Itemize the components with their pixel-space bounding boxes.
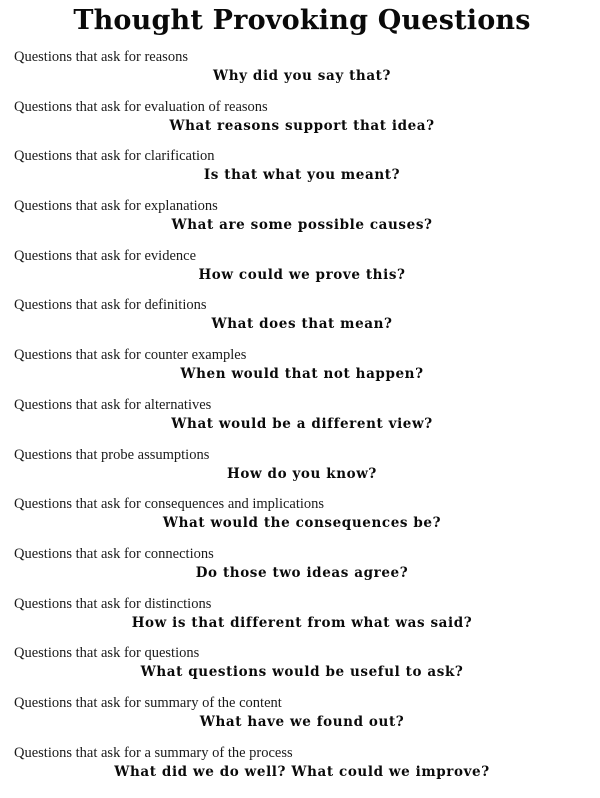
example-question: Do those two ideas agree?: [195, 564, 409, 581]
example-question: How do you know?: [227, 465, 377, 482]
list-item: [14, 595, 590, 645]
example-question: What would the consequences be?: [162, 515, 442, 532]
question-category: Questions that ask for distinctions: [14, 595, 212, 612]
list-item: [14, 247, 590, 297]
question-category: Questions that ask for connections: [14, 545, 214, 562]
example-question: Why did you say that?: [212, 68, 392, 84]
list-item: [14, 694, 590, 744]
question-category: Questions that probe assumptions: [14, 446, 210, 463]
list-item: [14, 446, 590, 496]
question-category: Questions that ask for evidence: [14, 247, 197, 264]
list-item: [14, 495, 590, 545]
example-question: What questions would be useful to ask?: [140, 664, 464, 681]
list-item: [14, 98, 590, 148]
example-question: What are some possible causes?: [171, 217, 433, 234]
question-category: Questions that ask for alternatives: [14, 396, 212, 413]
list-item: [14, 644, 590, 694]
list-item: [14, 296, 590, 346]
question-category: Questions that ask for reasons: [14, 49, 188, 65]
list-item: [14, 147, 590, 197]
example-question: What reasons support that idea?: [169, 117, 435, 134]
question-list: [14, 48, 590, 793]
question-category: Questions that ask for questions: [14, 645, 200, 662]
example-question: Is that what you meant?: [203, 167, 401, 184]
example-question: What have we found out?: [199, 713, 405, 730]
list-item: [14, 545, 590, 595]
list-item: [14, 396, 590, 446]
question-category: Questions that ask for consequences and implications: [14, 496, 325, 513]
page-title: Thought Provoking Questions: [73, 5, 531, 36]
question-category: Questions that ask for counter examples: [14, 347, 247, 364]
example-question: What did we do well? What could we improve?: [114, 763, 490, 780]
example-question: What does that mean?: [211, 316, 393, 333]
list-item: [14, 197, 590, 247]
example-question: How could we prove this?: [198, 266, 406, 283]
question-category: Questions that ask for evaluation of reasons: [14, 98, 268, 115]
question-category: Questions that ask for definitions: [14, 297, 207, 314]
example-question: How is that different from what was said?: [131, 614, 473, 631]
example-question: When would that not happen?: [180, 366, 424, 383]
list-item: [14, 48, 590, 98]
list-item: [14, 744, 590, 794]
question-category: Questions that ask for clarification: [14, 148, 215, 165]
list-item: [14, 346, 590, 396]
question-category: Questions that ask for explanations: [14, 198, 218, 215]
question-category: Questions that ask for summary of the content: [14, 694, 282, 711]
example-question: What would be a different view?: [171, 415, 433, 432]
question-category: Questions that ask for a summary of the process: [14, 744, 293, 761]
